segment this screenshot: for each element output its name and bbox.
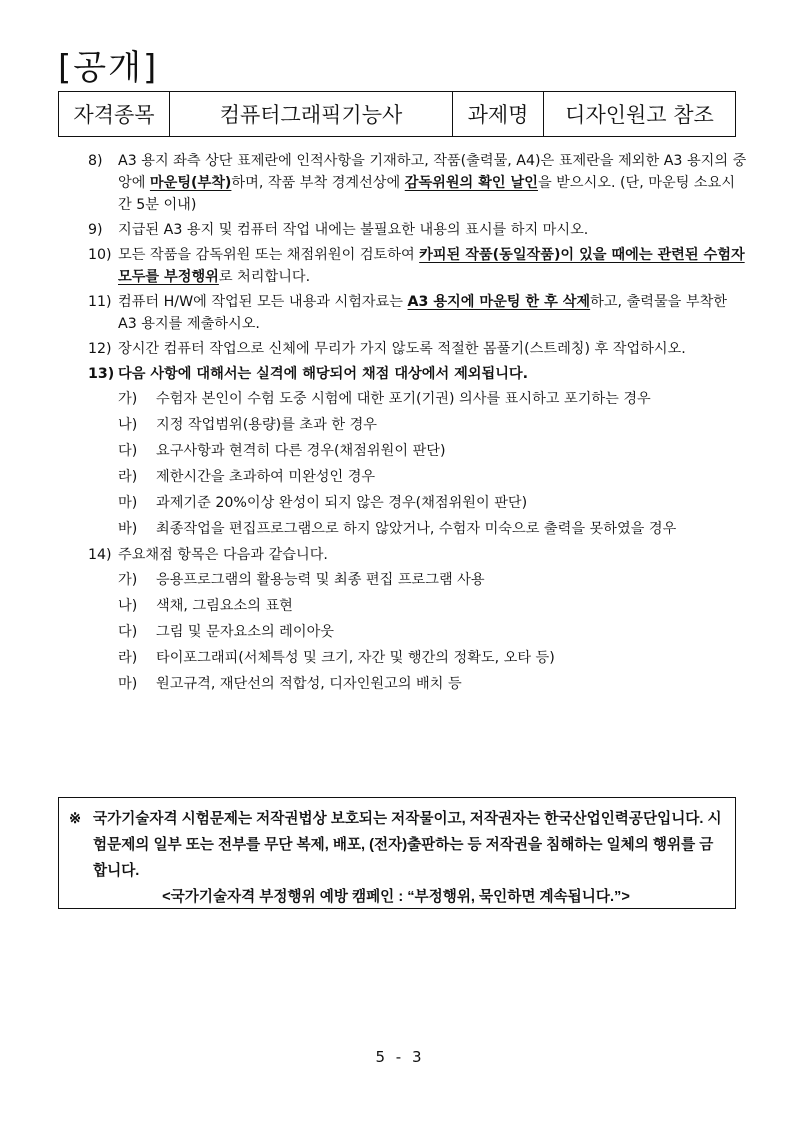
list-item [88,219,748,241]
list-item [88,544,748,566]
instructions-list [88,150,748,699]
sub-item-text: 수험자 본인이 수험 도중 시험에 대한 포기(기권) 의사를 표시하고 포기하는 경우 [156,391,651,407]
sub-item-text: 원고규격, 재단선의 적합성, 디자인원고의 배치 등 [156,676,462,692]
list-item [88,291,748,335]
sub-item-text: 그림 및 문자요소의 레이아웃 [156,624,334,640]
sub-item-text: 과제기준 20%이상 완성이 되지 않은 경우(채점위원이 판단) [156,495,528,511]
sub-item-marker: 라) [118,650,138,666]
list-item [88,363,748,385]
campaign-text: <국가기술자격 부정행위 예방 캠페인 : “부정행위, 묵인하면 계속됩니다.”> [162,889,630,905]
item-number: 9) [88,222,103,238]
sub-item-marker: 마) [118,676,138,692]
emphasis-text: 마운팅(부착) [149,175,232,191]
item-number: 10) [88,247,112,263]
emphasis-text: 감독위원의 확인 날인 [404,175,538,191]
text-segment: 하며, 작품 부착 경계선상에 [231,175,405,191]
item-number: 11) [88,294,112,310]
item-number: 8) [88,153,103,169]
item-text [118,544,748,566]
task-value: 디자인원고 참조 [544,92,736,137]
sub-item-text: 지정 작업범위(용량)를 초과 한 경우 [156,417,377,433]
notice-mark: ※ [69,811,82,827]
sub-item [118,569,748,591]
item-number: 12) [88,341,112,357]
sub-item [118,414,748,436]
item-text [118,291,748,335]
sub-item-text: 최종작업을 편집프로그램으로 하지 않았거나, 수험자 미숙으로 출력을 못하였을 경우 [156,521,677,537]
sub-item-marker: 다) [118,624,138,640]
notice-text: 국가기술자격 시험문제는 저작권법상 보호되는 저작물이고, 저작권자는 한국산업인력공단입니다. 시험문제의 일부 또는 전부를 무단 복제, 배포, (전자)출판하는 등 저작권을 침해하는 일체의 행위를 금합니다. [93,811,722,879]
sub-item-text: 색채, 그림요소의 표현 [156,598,293,614]
text-segment: 장시간 컴퓨터 작업으로 신체에 무리가 가지 않도록 적절한 몸풀기(스트레칭) 후 작업하시오. [118,341,686,357]
sub-item [118,388,748,410]
sub-item [118,647,748,669]
item-text [118,338,748,360]
task-label: 과제명 [453,92,544,137]
list-item [88,150,748,216]
sub-item-marker: 바) [118,521,138,537]
item-number: 14) [88,547,112,563]
text-segment: A3 용지 좌측 상단 표제란에 인적사항을 기재하고, 작품(출력물, A4)은 표제란을 제외한 A3 용지의 중앙에 [118,153,747,191]
sub-item-marker: 나) [118,417,138,433]
sub-item [118,440,748,462]
sub-item-text: 타이포그래피(서체특성 및 크기, 자간 및 행간의 정확도, 오타 등) [156,650,555,666]
sub-item [118,466,748,488]
list-item [88,338,748,360]
sub-item-text: 요구사항과 현격히 다른 경우(채점위원이 판단) [156,443,446,459]
sub-item [118,621,748,643]
text-segment: 을 받으시오. (단, 마운팅 소요시간 5분 이내) [118,175,736,213]
sub-item [118,673,748,695]
sub-item-marker: 라) [118,469,138,485]
sub-item-marker: 가) [118,391,138,407]
text-segment: 주요채점 항목은 다음과 같습니다. [118,547,328,563]
item-text [118,150,748,216]
copyright-notice [58,797,736,909]
sub-item-marker: 나) [118,598,138,614]
sub-item [118,595,748,617]
sub-item-marker: 마) [118,495,138,511]
header-table [58,91,736,137]
text-segment: 로 처리합니다. [218,269,311,285]
field-value: 컴퓨터그래픽기능사 [170,92,453,137]
item-text [118,219,748,241]
page-number: 5 - 3 [375,1048,425,1066]
emphasis-text: 카피된 작품(동일작품)이 있을 때에는 관련된 수험자 모두를 부정행위 [118,247,745,285]
field-label: 자격종목 [59,92,170,137]
emphasis-text: A3 용지에 마운팅 한 후 삭제 [407,294,591,310]
text-segment: 컴퓨터 H/W에 작업된 모든 내용과 시험자료는 [118,294,408,310]
text-segment: 모든 작품을 감독위원 또는 채점위원이 검토하여 [118,247,420,263]
sub-item-text: 응용프로그램의 활용능력 및 최종 편집 프로그램 사용 [156,572,485,588]
item-number: 13) [88,366,115,382]
sub-item-marker: 다) [118,443,138,459]
sub-item-marker: 가) [118,572,138,588]
list-item [88,244,748,288]
text-segment: 지급된 A3 용지 및 컴퓨터 작업 내에는 불필요한 내용의 표시를 하지 마시오. [118,222,589,238]
sub-item [118,492,748,514]
text-segment: 하고, 출력물을 부착한 A3 용지를 제출하시오. [118,294,728,332]
item-text [118,244,748,288]
text-segment: 다음 사항에 대해서는 실격에 해당되어 채점 대상에서 제외됩니다. [118,366,529,382]
disclosure-label: [공개] [58,48,159,88]
sub-item-text: 제한시간을 초과하여 미완성인 경우 [156,469,376,485]
sub-item [118,518,748,540]
item-text [118,363,748,385]
